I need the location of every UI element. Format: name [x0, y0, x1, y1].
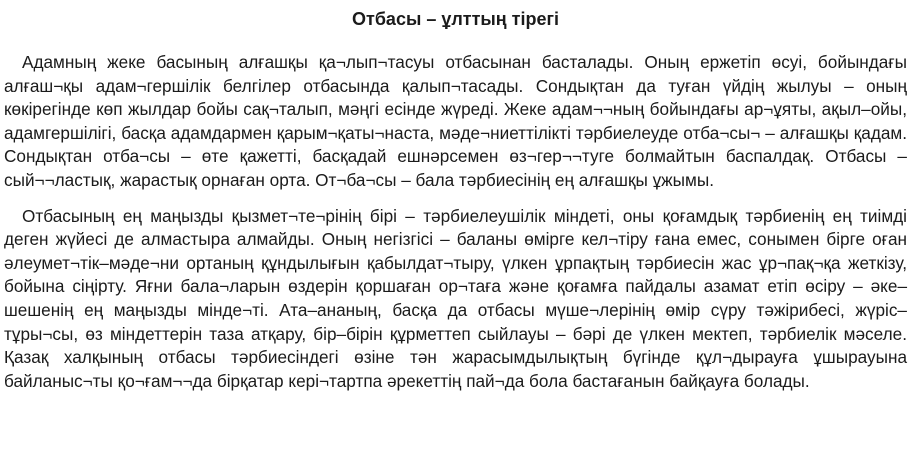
paragraph-family-first-stage: Адамның жеке басының алғашқы қа¬лып¬тасуы отбасынан басталады. Оның ержетіп өсуі, бойындағы алғаш¬қы адам¬гершілік белгілер отбасында қалып¬тасады. Сондықтан да туған үйдің жылуы – оның көкірегінде көп жылдар бойы сақ¬талып, мәңгі есінде жүреді. Жеке адам¬¬ның бойындағы ар¬ұяты, ақыл–ойы, адамгершілігі, басқа адамдармен қарым¬қаты¬наста, мәде¬ниеттілікті тәрбиелеуде отба¬сы¬ – алғашқы қадам. Сондықтан отба¬сы – өте қажетті, басқадай ешнәрсемен өз¬гер¬¬туге болмайтын баспалдақ. Отбасы – сый¬¬ластық, жарастық орнаған орта. От¬ба¬сы – бала тәрбиесінің ең алғашқы ұжымы.: [4, 52, 907, 190]
paragraph-family-upbringing-role: Отбасының ең маңызды қызмет¬те¬рінің бірі – тәрбиелеушілік міндеті, оны қоғамдық тәрбиенің ең тиімді деген жүйесі де алмастыра алмайды. Оның негізгісі – баланы өмірге кел¬тіру ғана емес, сонымен бірге оған әлеумет¬тік–мәде¬ни ортаның құндылығын қабылдат¬тыру, үлкен ұрпақтың тәрбиесін жас ұр¬пақ¬қа жеткізу, бойына сіңірту. Яғни бала¬ларын өздерін қоршаған ор¬таға және қоғамға пайдалы азамат етіп өсіру – әке–шешенің ең маңызды мінде¬ті. Ата–ананың, басқа да отбасы мүше¬лерінің өмір сүру тәжірибесі, жүріс–тұры¬сы, өз міндеттерін таза атқару, бір–бірін құрметтеп сыйлауы – бәрі де үлкен мектеп, тәрбиелік мәселе. Қазақ халқының отбасы тәрбиесіндегі өзіне тән жарасымдылықтың бүгінде құл¬дырауға ұшырауына байланыс¬ты қо¬ғам¬¬да бірқатар кері¬тартпа әрекеттің пай¬да бола бастағанын байқауға болады.: [4, 205, 907, 391]
document-title: Отбасы – ұлттың тірегі: [352, 9, 559, 29]
